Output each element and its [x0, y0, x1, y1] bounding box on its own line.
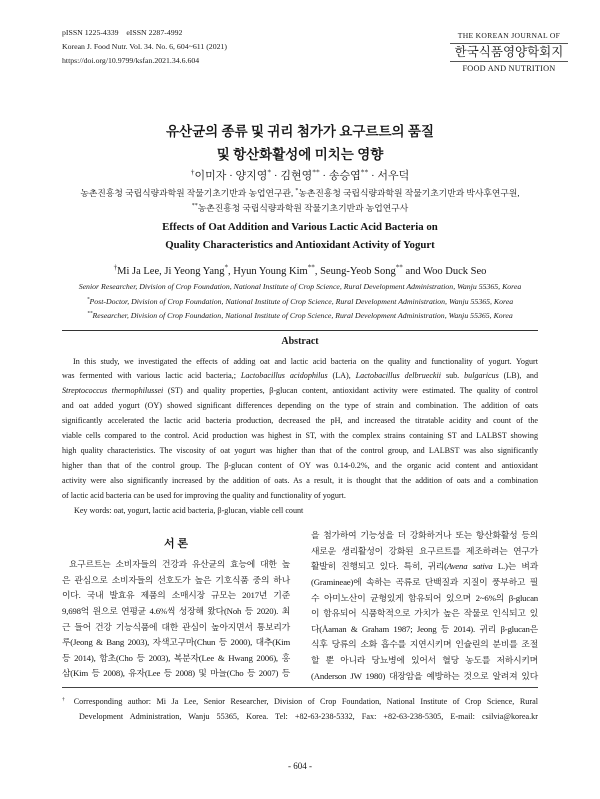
body-text-line	[311, 669, 538, 685]
text-run: (Anderson JW 1980) 대장암을 예방하는 것으로 알려져 있다	[311, 670, 538, 681]
text-run: 유산균의 종류 및 귀리 첨가가 요구르트의 품질	[165, 124, 435, 139]
italic-run: Streptococcus thermophilussei	[62, 386, 164, 396]
text-run: 농촌진흥청 국립식량과학원 작물기초기반과 농업연구사	[197, 202, 409, 213]
abstract-line	[62, 369, 538, 384]
text-run: 및 항산화활성에 미치는 영향	[216, 147, 384, 162]
abstract-line	[62, 429, 538, 444]
affiliations-english	[0, 280, 600, 324]
text-run: 농촌진흥청 국립식량과학원 작물기초기반과 농업연구관,	[80, 187, 296, 198]
text-run: activity were also significantly increased by the addition of oats. As a result, it is thought that the addition of oats and a combination	[62, 475, 538, 485]
abstract-divider	[62, 330, 538, 331]
abstract-line	[62, 384, 538, 399]
body-text-line	[311, 591, 538, 607]
italic-run: Lactobacillus delbrueckii	[355, 371, 442, 381]
text-run: of lactic acid bacteria can be used for improving the quality and functionality of yogurt.	[62, 490, 346, 500]
abstract-line	[62, 444, 538, 459]
body-text-line	[62, 588, 290, 604]
text-run: 이다. 국내 발효유 제품의 소매시장 규모는 2017년 기준	[62, 590, 290, 601]
body-text-line	[62, 604, 290, 620]
superscript-mark: **	[395, 263, 403, 272]
text-run: 삼(Kim 등 2008), 유자(Lee 등 2008) 및 마늘(Cho 등 2007) 등	[62, 668, 290, 679]
body-text-line	[62, 651, 290, 667]
affiliation-korean-line	[0, 186, 600, 201]
journal-name-en-top: THE KOREAN JOURNAL OF	[457, 31, 561, 40]
superscript-mark: **	[307, 263, 315, 272]
affiliation-english-line	[0, 280, 600, 295]
text-run: higher than that of the control group. The β-glucan content of OY was 0.14-0.2%, and the organic acid content and antioxidant	[62, 460, 538, 470]
page-number: - 604 -	[288, 761, 312, 771]
footnote-line	[62, 709, 538, 724]
authors-english	[0, 264, 600, 280]
italic-run: Avena sativa	[446, 561, 493, 572]
superscript-mark: †	[190, 167, 195, 177]
introduction-right-column	[311, 528, 538, 684]
footnote-line	[62, 694, 538, 709]
text-run: Mi Ja Lee, Ji Yeong Yang	[117, 266, 225, 277]
abstract-text	[62, 355, 538, 504]
superscript-mark: *	[86, 295, 90, 302]
abstract-line	[62, 474, 538, 489]
body-text-line	[311, 653, 538, 669]
body-text-line	[62, 557, 290, 573]
text-run: (LB), and	[498, 371, 539, 381]
superscript-mark: **	[87, 310, 93, 317]
text-run: sub.	[441, 371, 465, 381]
text-run: 등 2014), 함초(Cho 등 2003), 복분자(Lee & Hwang 2006), 홍	[62, 652, 290, 663]
journal-name-en-bottom: FOOD AND NUTRITION	[462, 63, 556, 73]
abstract-line	[62, 399, 538, 414]
text-run: 이미자 · 양지영	[194, 170, 268, 182]
superscript-mark: **	[312, 167, 320, 177]
corresponding-author-footnote	[62, 694, 538, 724]
abstract-line	[62, 489, 538, 504]
superscript-mark: †	[113, 263, 118, 272]
text-run: 이 함유되어 식품학적으로 가치가 높은 작물로 인식되고 있	[311, 608, 538, 619]
affiliation-english-line	[0, 309, 600, 324]
abstract-line	[62, 355, 538, 370]
affiliation-korean-line	[0, 201, 600, 216]
abstract-line	[62, 414, 538, 429]
abstract-heading: Abstract	[281, 336, 319, 347]
text-run: 수 아미노산이 균형있게 함유되어 있으며 2~6%의 β-glucan	[311, 592, 538, 603]
text-run: 을 첨가하여 기능성을 더 강화하거나 또는 항산화활성 등의	[311, 530, 538, 541]
doi-line: https://doi.org/10.9799/ksfan.2021.34.6.604	[62, 56, 200, 65]
text-run: (ST) and quality properties, β-glucan content, antioxidant activity were estimated. The quality of control	[163, 386, 538, 396]
text-run: 근 들어 건강 기능식품에 대한 관심이 높아지면서 통보리가	[62, 621, 290, 632]
section-heading-introduction: 서 론	[163, 538, 188, 550]
text-run: · 송승엽	[319, 170, 361, 182]
superscript-mark: **	[360, 167, 369, 177]
body-text-line	[62, 620, 290, 636]
text-run: high quality characteristics. The viscosity of oat yogurt was higher than that of the control group, and LALBST was also significantly	[62, 445, 538, 455]
body-text-line	[311, 637, 538, 653]
italic-run: bulgaricus	[464, 371, 499, 381]
text-run: viable cells compared to the control. Acid production was highest in ST, with the complex strains containing ST and LALBST showing	[62, 431, 538, 441]
body-text-line	[311, 559, 538, 575]
text-run: 식후 당류의 소화 흡수를 지연시키며 인슐린의 분비를 조절	[311, 639, 538, 650]
body-text-line	[62, 573, 290, 589]
issn-line: pISSN 1225-4339 eISSN 2287-4992	[62, 28, 183, 37]
introduction-left-column	[62, 557, 290, 682]
text-run: 할 뿐 아니라 당뇨병에 있어서 혈당 농도를 저하시키며	[311, 654, 538, 665]
text-run: Effects of Oat Addition and Various Lactic Acid Bacteria on	[162, 221, 438, 233]
masthead-rule-upper	[450, 43, 568, 44]
text-run: was fermented with various lactic acid bacteria,;	[62, 371, 241, 381]
body-text-line	[62, 635, 290, 651]
body-text-line	[311, 606, 538, 622]
citation-line: Korean J. Food Nutr. Vol. 34. No. 6, 604~611 (2021)	[62, 42, 227, 51]
text-run: , Seung-Yeob Song	[314, 266, 396, 277]
body-text-line	[311, 544, 538, 560]
text-run: Post-Doctor, Division of Crop Foundation, National Institute of Crop Science, Rural Development Administration, Wanju 55365, Korea	[89, 296, 514, 306]
title-korean-line	[0, 120, 600, 143]
journal-name-ko: 한국식품영양학회지	[454, 45, 564, 59]
text-run: 농촌진흥청 국립식량과학원 작물기초기반과 박사후연구원,	[298, 187, 520, 198]
text-run: 9,698억 원으로 연평균 4.6%씩 성장해 왔다(Noh 등 2020). 최	[62, 605, 290, 616]
affiliations-korean	[0, 186, 600, 216]
affiliation-english-line	[0, 295, 600, 310]
title-english-line	[0, 218, 600, 236]
authors-korean	[0, 169, 600, 184]
text-run: Quality Characteristics and Antioxidant Activity of Yogurt	[165, 239, 435, 251]
superscript-mark: **	[191, 202, 198, 209]
text-run: and oat added yogurt (OY) showed significant differences depending on the type of strain and combination. The addition of oats	[62, 401, 538, 411]
body-text-line	[62, 666, 290, 682]
title-english	[0, 218, 600, 254]
text-run: significantly accelerated the lactic acid bacteria production, decreased the pH, and increased the titratable acidity and count of the	[62, 416, 538, 426]
superscript-mark: *	[267, 167, 272, 177]
body-text-line	[311, 575, 538, 591]
superscript-mark: *	[224, 263, 229, 272]
text-run: 새로운 생리활성이 강화된 요구르트를 제조하려는 연구가	[311, 545, 538, 556]
body-text-line	[311, 622, 538, 638]
text-run: 은 관심으로 소비자들의 선호도가 높은 기호식품 중의 하나	[62, 574, 290, 585]
text-run: 루(Jeong & Bang 2003), 자색고구마(Chun 등 2000), 대추(Kim	[62, 637, 290, 648]
text-run: 다(Åaman & Graham 1987; Jeong 등 2014). 귀리 β-glucan은	[311, 623, 538, 634]
text-run: Senior Researcher, Division of Crop Foundation, National Institute of Crop Science, Rural Development Administration, Wanju 55365, Korea	[78, 282, 522, 291]
text-run: (LA),	[327, 371, 356, 381]
journal-info	[62, 26, 227, 68]
italic-run: Lactobacillus acidophilus	[240, 371, 328, 381]
text-run: (Gramineae)에 속하는 곡류로 단백질과 지질이 풍부하고 필	[311, 576, 538, 587]
title-korean-line	[0, 143, 600, 166]
body-text-line	[311, 528, 538, 544]
title-english-line	[0, 236, 600, 254]
text-run: 활발히 진행되고 있다. 특히, 귀리(	[311, 561, 447, 572]
text-run: 요구르트는 소비자들의 건강과 유산균의 효능에 대한 높	[69, 559, 290, 570]
superscript-mark: *	[295, 187, 299, 194]
text-run: · 김현영	[271, 170, 313, 182]
text-run: Corresponding author: Mi Ja Lee, Senior Researcher, Division of Crop Foundation, National Institute of Crop Science, Rural	[68, 696, 539, 706]
text-run: · 서우덕	[368, 170, 410, 182]
title-korean	[0, 120, 600, 166]
text-run: L.)는 벼과	[492, 561, 538, 572]
text-run: and Woo Duck Seo	[402, 266, 487, 277]
text-run: Researcher, Division of Crop Foundation, National Institute of Crop Science, Rural Development Administration, Wanju 55365, Korea	[92, 311, 513, 320]
text-run: In this study, we investigated the effects of adding oat and lactic acid bacteria on the quality and functionality of yogurt. Yogurt	[73, 356, 538, 366]
text-run: , Hyun Young Kim	[228, 266, 308, 277]
footnote-divider	[62, 687, 538, 688]
abstract-line	[62, 459, 538, 474]
superscript-mark: †	[62, 695, 69, 702]
keywords: Key words: oat, yogurt, lactic acid bacteria, β-glucan, viable cell count	[74, 505, 304, 515]
text-run: Development Administration, Wanju 55365, Korea. Tel: +82-63-238-5332, Fax: +82-63-238-5305, E-mail: csilvia@korea.kr	[79, 711, 538, 721]
